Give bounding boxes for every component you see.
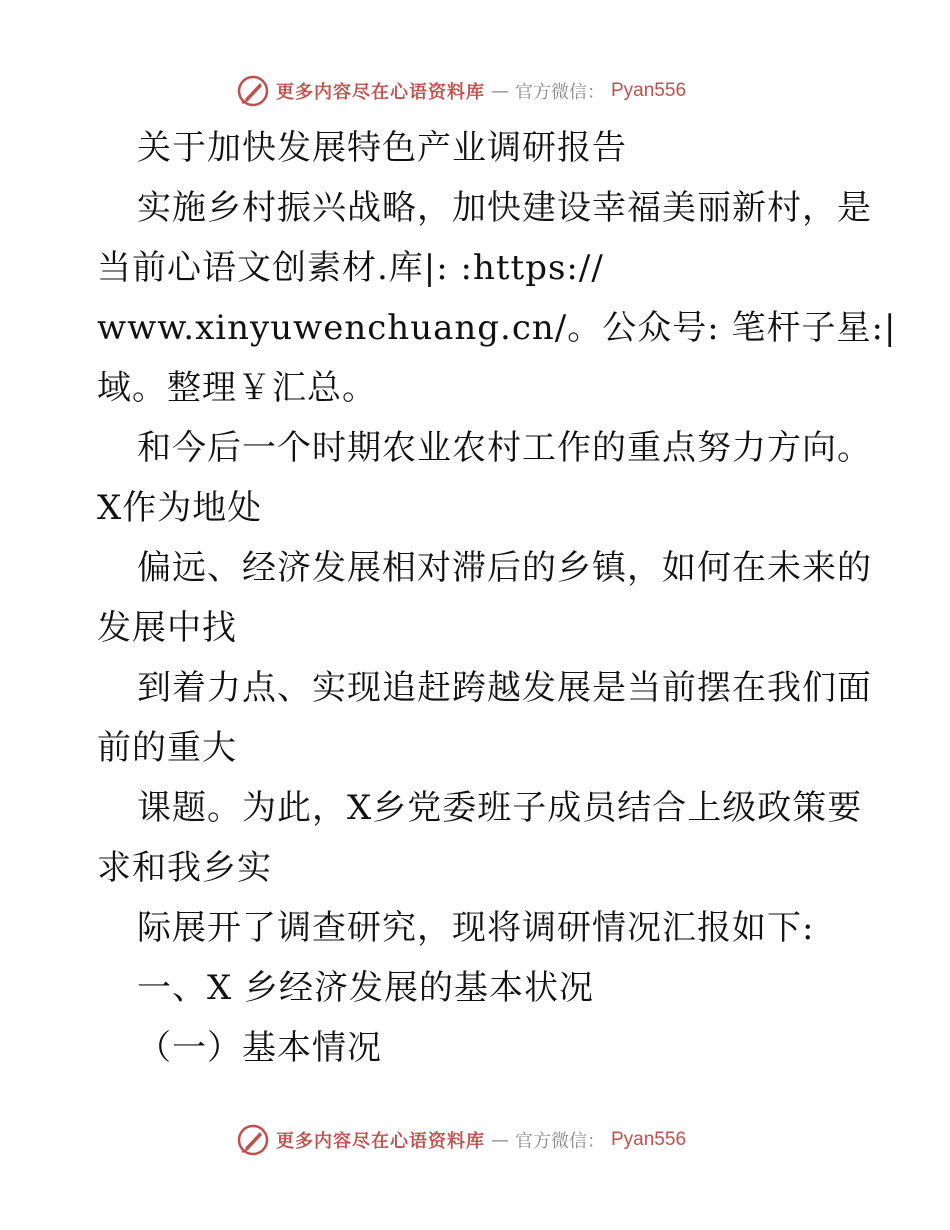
footer-watermark: [236, 1123, 686, 1157]
watermark-wechat-id: Pyan556: [611, 1129, 687, 1150]
watermark-wechat-id: Pyan556: [611, 80, 687, 101]
paragraph-line: 求和我乡实: [97, 848, 272, 888]
paragraph-line: 际展开了调查研究，现将调研情况汇报如下:: [137, 908, 815, 948]
watermark-separator: —: [491, 80, 509, 102]
document-title: 关于加快发展特色产业调研报告: [137, 128, 627, 168]
watermark-brand-text: 更多内容尽在心语资料库: [276, 1131, 485, 1152]
document-body: [97, 118, 897, 1078]
quill-pen-logo-icon: [236, 1123, 270, 1157]
paragraph-line: X作为地处: [97, 488, 263, 528]
quill-pen-logo-icon: [236, 74, 270, 108]
paragraph-line: 发展中找: [97, 608, 237, 648]
subsection-heading: （一）基本情况: [137, 1028, 382, 1068]
paragraph-line: 前的重大: [97, 728, 237, 768]
paragraph-line: 课题。为此，X乡党委班子成员结合上级政策要: [137, 788, 863, 828]
header-watermark: [236, 74, 686, 108]
watermark-wechat-label: 官方微信：: [515, 82, 605, 103]
paragraph-line: 实施乡村振兴战略，加快建设幸福美丽新村，是: [137, 188, 872, 228]
paragraph-line: 和今后一个时期农业农村工作的重点努力方向。: [137, 428, 872, 468]
watermark-brand-text: 更多内容尽在心语资料库: [276, 82, 485, 103]
watermark-separator: —: [491, 1129, 509, 1151]
paragraph-line: 域。整理￥汇总。: [97, 368, 377, 408]
paragraph-line: 到着力点、实现追赶跨越发展是当前摆在我们面: [137, 668, 872, 708]
paragraph-line: 当前心语文创素材.库|: :https://: [97, 248, 604, 288]
watermark-wechat-label: 官方微信：: [515, 1131, 605, 1152]
paragraph-line: 偏远、经济发展相对滞后的乡镇，如何在未来的: [137, 548, 872, 588]
section-heading: 一、X 乡经济发展的基本状况: [137, 968, 595, 1008]
paragraph-line: www.xinyuwenchuang.cn/。公众号: 笔杆子星:|: [97, 308, 897, 348]
